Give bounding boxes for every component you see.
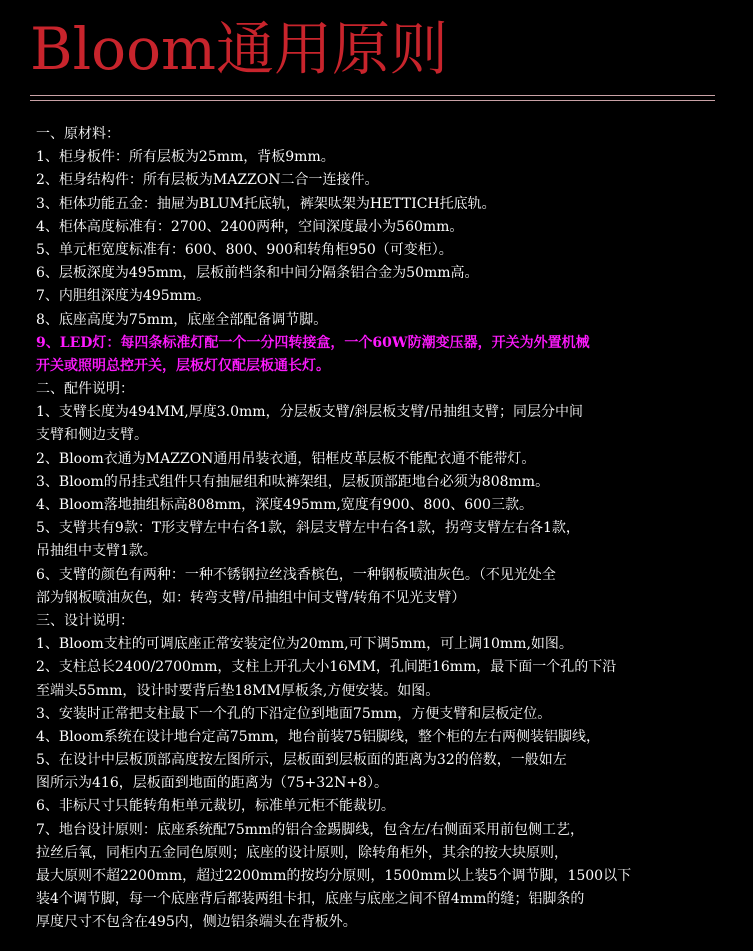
section-heading-materials: 一、原材料： (36, 126, 120, 142)
text-line: 3、柜体功能五金：抽屉为BLUM托底轨，裤架呔架为HETTICH托底轨。 (36, 195, 496, 212)
text-line: 1、柜身板件：所有层板为25mm，背板9mm。 (36, 149, 335, 166)
text-line: 8、底座高度为75mm，底座全部配备调节脚。 (36, 311, 328, 328)
text-line: 装4个调节脚，每一个底座背后都装两组卡扣，底座与底座之间不留4mm的缝；铝脚条的 (36, 891, 585, 908)
text-line: 6、支臂的颜色有两种：一种不锈钢拉丝浅香槟色，一种钢板喷油灰色。（不见光处全 (36, 566, 556, 583)
highlighted-text-line: 开关或照明总控开关，层板灯仅配层板通长灯。 (36, 357, 330, 374)
text-line: 图所示为416，层板面到地面的距离为（75+32N+8）。 (36, 775, 388, 792)
highlighted-text-line: 9、LED灯：每四条标准灯配一个一分四转接盒，一个60W防潮变压器，开关为外置机械 (36, 334, 590, 351)
text-line: 7、内胆组深度为495mm。 (36, 288, 211, 305)
text-line: 7、地台设计原则：底座系统配75mm的铝合金踢脚线，包含左/右侧面采用前包侧工艺， (36, 821, 584, 838)
text-line: 厚度尺寸不包含在495内，侧边铝条端头在背板外。 (36, 914, 357, 931)
text-line: 3、Bloom的吊挂式组件只有抽屉组和呔裤架组，层板顶部距地台必须为808mm。 (36, 473, 550, 490)
text-line: 5、支臂共有9款：T形支臂左中右各1款，斜层支臂左中右各1款，拐弯支臂左右各1款， (36, 520, 580, 537)
text-line: 4、Bloom落地抽组标高808mm，深度495mm,宽度有900、800、600三款。 (36, 497, 533, 513)
section-heading-design: 三、设计说明： (36, 612, 134, 629)
text-line: 最大原则不超2200mm，超过2200mm的按均分原则，1500mm以上装5个调节脚，1500以下 (36, 868, 632, 884)
text-line: 1、Bloom支柱的可调底座正常安装定位为20mm,可下调5mm，可上调10mm,如图。 (36, 636, 573, 653)
text-line: 6、非标尺寸只能转角柜单元裁切，标准单元柜不能裁切。 (36, 798, 395, 815)
title-divider-bottom (30, 100, 715, 101)
text-line: 部为钢板喷油灰色，如：转弯支臂/吊抽组中间支臂/转角不见光支臂） (36, 589, 466, 606)
text-line: 6、层板深度为495mm，层板前档条和中间分隔条铝合金为50mm高。 (36, 265, 479, 282)
text-line: 1、支臂长度为494MM,厚度3.0mm，分层板支臂/斜层板支臂/吊抽组支臂；同层分中间 (36, 404, 583, 421)
text-line: 吊抽组中支臂1款。 (36, 543, 157, 560)
text-line: 3、安装时正常把支柱最下一个孔的下沿定位到地面75mm，方便支臂和层板定位。 (36, 705, 552, 722)
section-heading-accessories: 二、配件说明： (36, 381, 134, 398)
title-divider-top (30, 95, 715, 96)
text-line: 2、柜身结构件：所有层板为MAZZON二合一连接件。 (36, 172, 379, 189)
text-line: 4、柜体高度标准有：2700、2400两种，空间深度最小为560mm。 (36, 218, 464, 235)
text-line: 拉丝后氧，同柜内五金同色原则；底座的设计原则，除转角柜外，其余的按大块原则， (36, 844, 568, 861)
text-line: 4、Bloom系统在设计地台定高75mm，地台前装75铝脚线，整个柜的左右两侧装铝脚线， (36, 728, 600, 745)
document-body (36, 123, 726, 935)
page-title: Bloom通用原则 (30, 15, 449, 83)
text-line: 支臂和侧边支臂。 (36, 427, 148, 444)
text-line: 5、在设计中层板顶部高度按左图所示，层板面到层板面的距离为32的倍数，一般如左 (36, 752, 567, 769)
text-line: 至端头55mm，设计时要背后垫18MM厚板条,方便安装。如图。 (36, 682, 440, 699)
text-line: 2、Bloom衣通为MAZZON通用吊装衣通，铝框皮革层板不能配衣通不能带灯。 (36, 450, 536, 467)
text-line: 2、支柱总长2400/2700mm，支柱上开孔大小16MM，孔间距16mm，最下面一个孔的下沿 (36, 659, 617, 676)
text-line: 5、单元柜宽度标准有：600、800、900和转角柜950（可变柜）。 (36, 241, 453, 258)
